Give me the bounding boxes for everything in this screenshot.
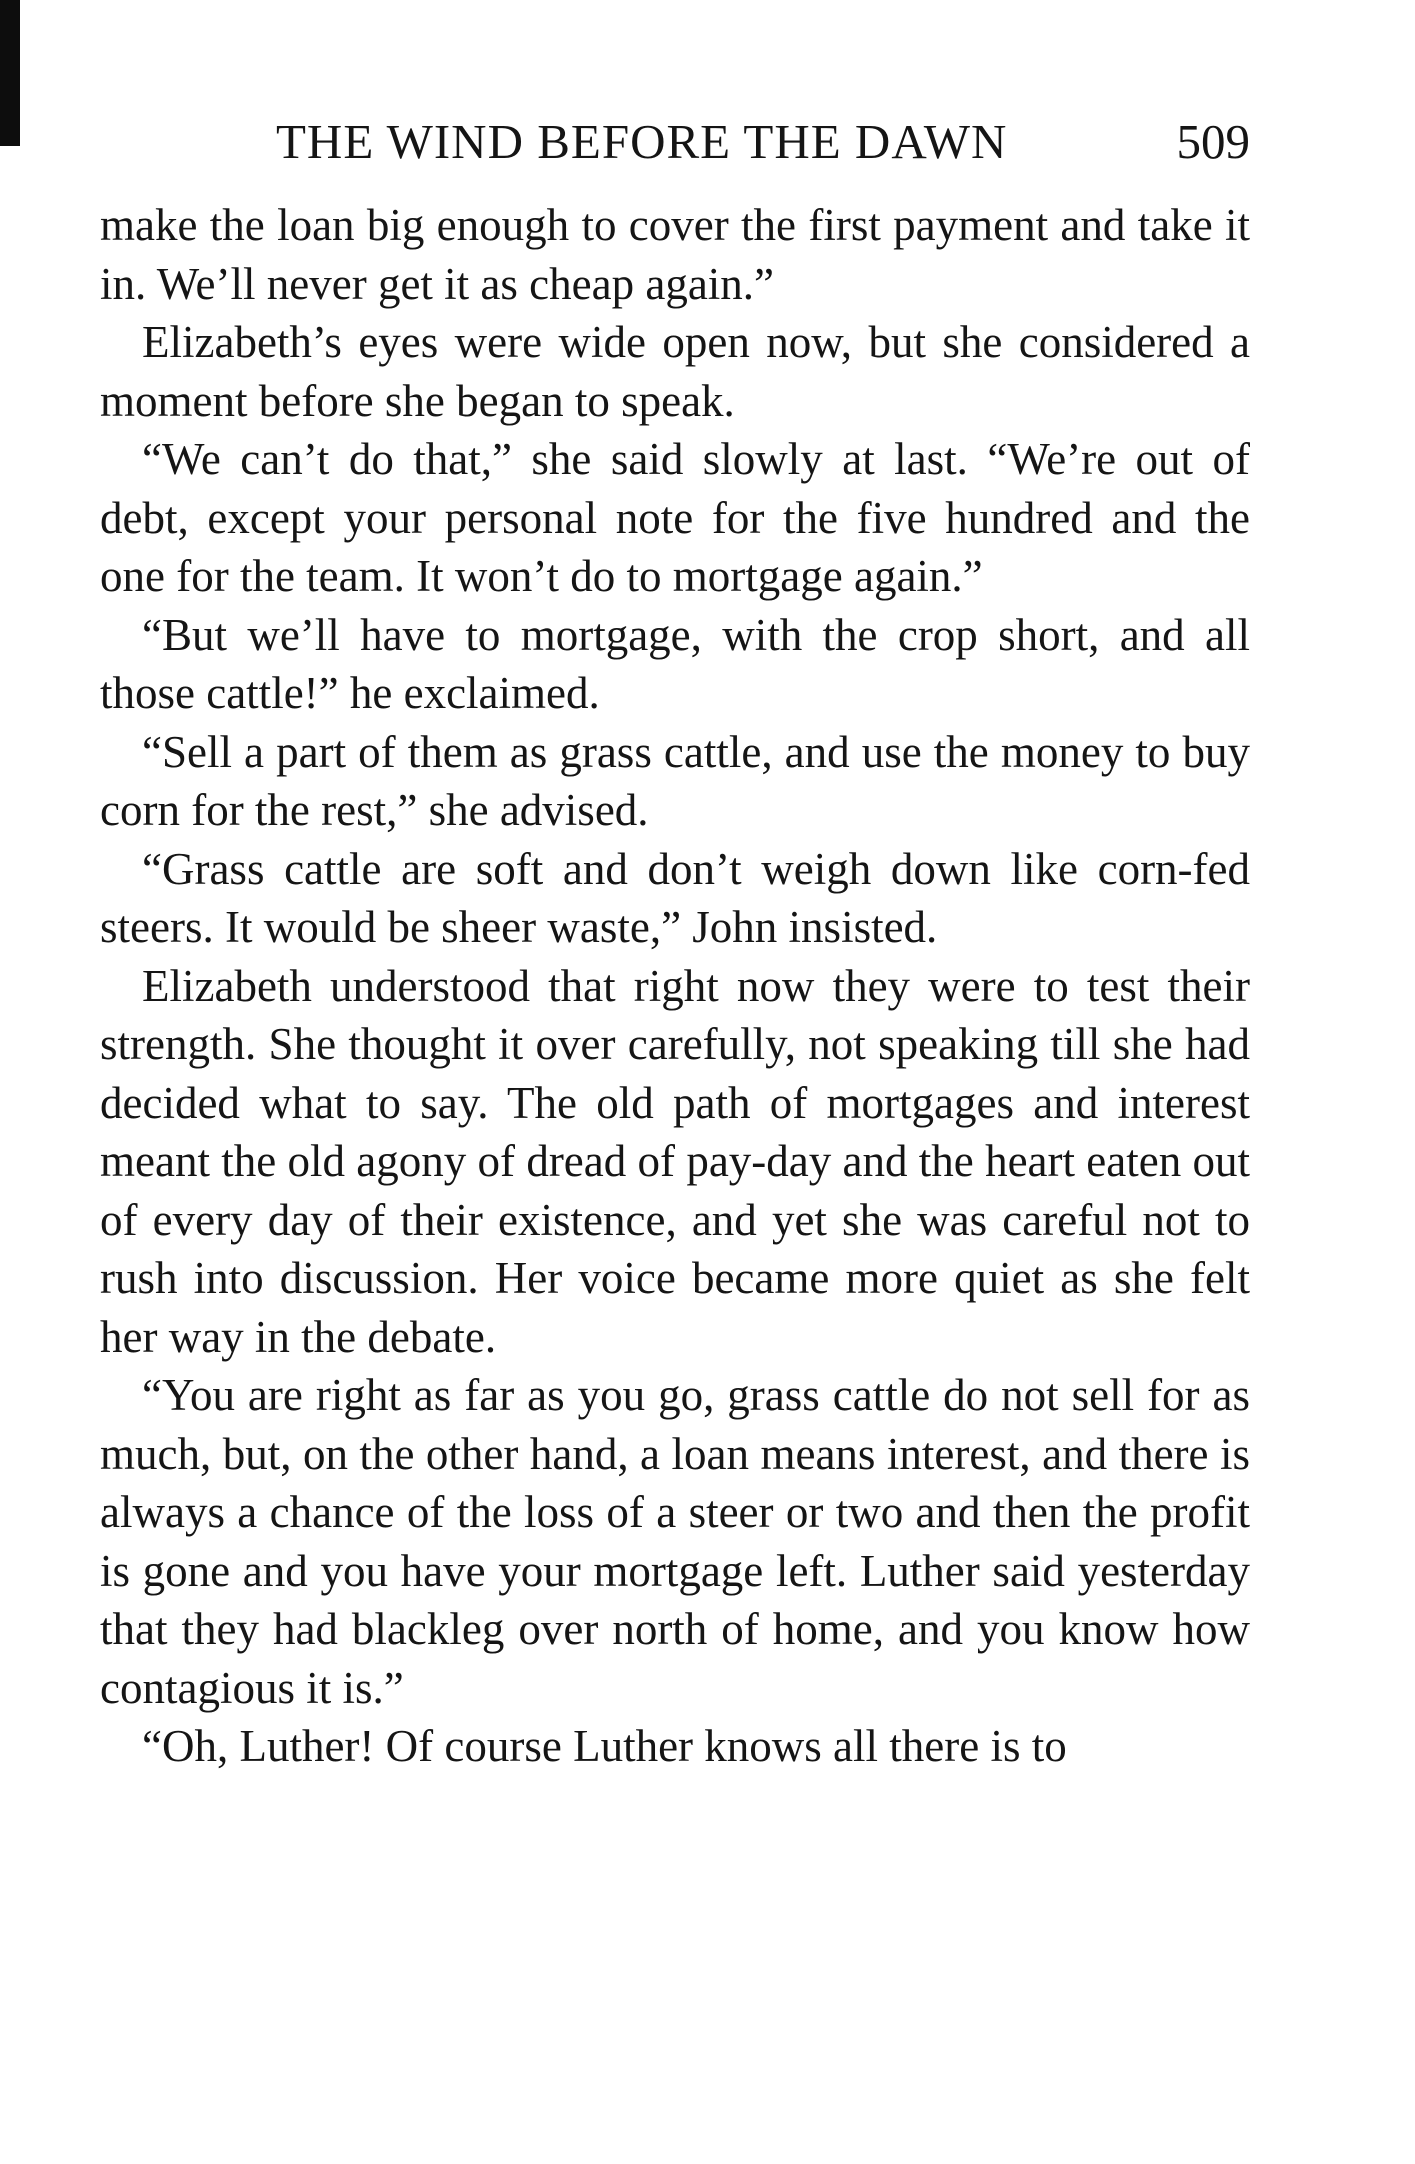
paragraph: “Oh, Luther! Of course Luther knows all there is to <box>142 1721 1067 1771</box>
paragraph: “Grass cattle are soft and don’t weigh down like corn-fed steers. It would be sheer waste,” John insisted. <box>100 843 1250 952</box>
paragraph: “But we’ll have to mortgage, with the crop short, and all those cattle!” he exclaimed. <box>100 609 1250 718</box>
paragraph: “We can’t do that,” she said slowly at last. “We’re out of debt, except your personal note for the five hundred and the one for the team. It won’t do to mortgage again.” <box>100 434 1250 601</box>
page-header <box>100 112 1250 172</box>
paragraph: Elizabeth understood that right now they were to test their strength. She thought it over carefully, not speaking till she had decided what to say. The old path of mortgages and interest meant the old agony of dread of pay-day and the heart eaten out of every day of their existence, and yet she was careful not to rush into discussion. Her voice became more quiet as she felt her way in the debate. <box>100 960 1250 1362</box>
book-spine-edge <box>0 0 20 146</box>
paragraph: “Sell a part of them as grass cattle, and use the money to buy corn for the rest,” she advised. <box>100 726 1250 835</box>
paragraph: Elizabeth’s eyes were wide open now, but she considered a moment before she began to speak. <box>100 317 1250 426</box>
paragraph: make the loan big enough to cover the first payment and take it in. We’ll never get it as cheap again.” <box>100 200 1250 309</box>
page-number: 509 <box>1176 114 1250 169</box>
running-title: THE WIND BEFORE THE DAWN <box>276 114 1008 169</box>
paragraph: “You are right as far as you go, grass cattle do not sell for as much, but, on the other hand, a loan means interest, and there is always a chance of the loss of a steer or two and then the profit is gone and you have your mortgage left. Luther said yesterday that they had blackleg over north of home, and you know how contagious it is.” <box>100 1370 1250 1713</box>
body-text <box>100 196 1250 1776</box>
